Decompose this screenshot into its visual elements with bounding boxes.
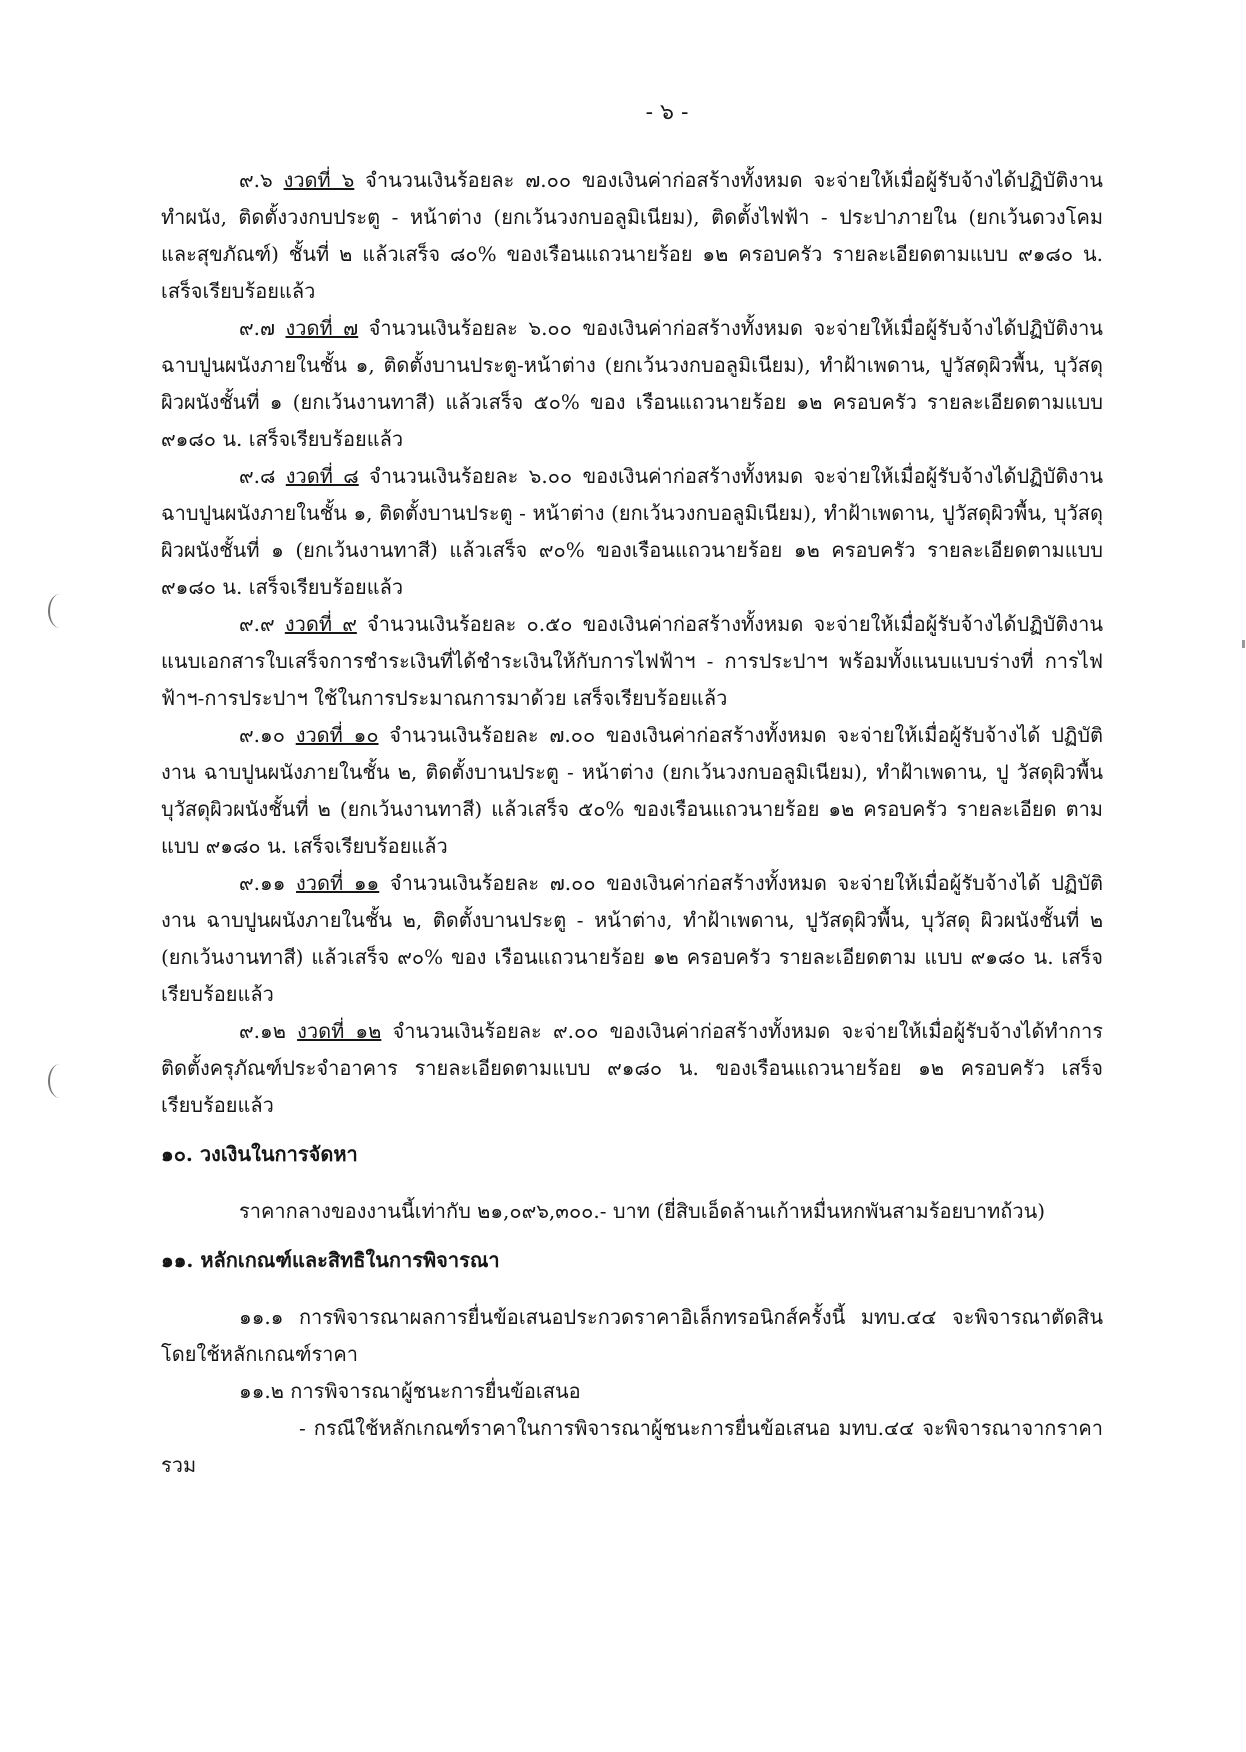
paragraph-9-8 bbox=[161, 458, 1103, 606]
scan-mark-1 bbox=[48, 594, 72, 628]
paragraph-9-6 bbox=[161, 162, 1103, 310]
paragraph-9-9 bbox=[161, 606, 1103, 717]
section-10-heading: ๑๐. วงเงินในการจัดหา bbox=[161, 1142, 358, 1166]
section-10-body: ราคากลางของงานนี้เท่ากับ ๒๑,๐๙๖,๓๐๐.- บาท (ยี่สิบเอ็ดล้านเก้าหมื่นหกพันสามร้อยบาทถ้วน) bbox=[239, 1199, 1046, 1223]
paragraph-9-7 bbox=[161, 310, 1103, 458]
paragraph-text: จำนวนเงินร้อยละ ๗.๐๐ ของเงินค่าก่อสร้างทั้งหมด จะจ่ายให้เมื่อผู้รับจ้างได้ ปฏิบัติงาน ฉาบปูนผนังภายในชั้น ๒, ติดตั้งบานประตู - หน้าต่าง, ทำฝ้าเพดาน, ปูวัสดุผิวพื้น, บุวัสดุ ผิวผนังชั้นที่ ๒ (ยกเว้นงานทาสี) แล้วเสร็จ ๙๐% ของ เรือนแถวนายร้อย ๑๒ ครอบครัว รายละเอียดตาม แบบ ๙๑๘๐ น. เสร็จเรียบร้อยแล้ว bbox=[161, 871, 1103, 1006]
section-11-item-2: ๑๑.๒ การพิจารณาผู้ชนะการยื่นข้อเสนอ bbox=[239, 1379, 581, 1403]
paragraph-text: จำนวนเงินร้อยละ ๗.๐๐ ของเงินค่าก่อสร้างทั้งหมด จะจ่ายให้เมื่อผู้รับจ้างได้ ปฏิบัติงาน ฉาบปูนผนังภายในชั้น ๒, ติดตั้งบานประตู - หน้าต่าง (ยกเว้นวงกบอลูมิเนียม), ทำฝ้าเพดาน, ปู วัสดุผิวพื้น บุวัสดุผิวผนังชั้นที่ ๒ (ยกเว้นงานทาสี) แล้วเสร็จ ๕๐% ของเรือนแถวนายร้อย ๑๒ ครอบครัว รายละเอียด ตามแบบ ๙๑๘๐ น. เสร็จเรียบร้อยแล้ว bbox=[161, 723, 1103, 858]
section-11-item-1: ๑๑.๑ การพิจารณาผลการยื่นข้อเสนอประกวดราคาอิเล็กทรอนิกส์ครั้งนี้ มทบ.๔๔ จะพิจารณาตัดสิน โดยใช้หลักเกณฑ์ราคา bbox=[161, 1305, 1103, 1366]
paragraph-number: ๙.๑๐ bbox=[239, 723, 296, 747]
section-11-heading: ๑๑. หลักเกณฑ์และสิทธิในการพิจารณา bbox=[161, 1248, 500, 1272]
paragraph-text: จำนวนเงินร้อยละ ๐.๕๐ ของเงินค่าก่อสร้างทั้งหมด จะจ่ายให้เมื่อผู้รับจ้างได้ปฏิบัติงาน แนบเอกสารใบเสร็จการชำระเงินที่ได้ชำระเงินให้กับการไฟฟ้าฯ - การประปาฯ พร้อมทั้งแนบแบบร่างที่ การไฟฟ้าฯ-การประปาฯ ใช้ในการประมาณการมาด้วย เสร็จเรียบร้อยแล้ว bbox=[161, 612, 1103, 710]
paragraph-text: จำนวนเงินร้อยละ ๖.๐๐ ของเงินค่าก่อสร้างทั้งหมด จะจ่ายให้เมื่อผู้รับจ้างได้ปฏิบัติงาน ฉาบปูนผนังภายในชั้น ๑, ติดตั้งบานประตู - หน้าต่าง (ยกเว้นวงกบอลูมิเนียม), ทำฝ้าเพดาน, ปูวัสดุผิวพื้น, บุวัสดุ ผิวผนังชั้นที่ ๑ (ยกเว้นงานทาสี) แล้วเสร็จ ๙๐% ของเรือนแถวนายร้อย ๑๒ ครอบครัว รายละเอียดตามแบบ ๙๑๘๐ น. เสร็จเรียบร้อยแล้ว bbox=[161, 464, 1103, 599]
paragraph-number: ๙.๖ bbox=[239, 168, 284, 192]
installment-label: งวดที่ ๑๐ bbox=[295, 723, 379, 747]
page-number: - ๖ - bbox=[645, 100, 689, 125]
paragraph-number: ๙.๑๒ bbox=[239, 1019, 298, 1043]
paragraph-number: ๙.๙ bbox=[239, 612, 285, 636]
paragraph-number: ๙.๘ bbox=[239, 464, 286, 488]
paragraph-text: จำนวนเงินร้อยละ ๖.๐๐ ของเงินค่าก่อสร้างทั้งหมด จะจ่ายให้เมื่อผู้รับจ้างได้ปฏิบัติงาน ฉาบปูนผนังภายในชั้น ๑, ติดตั้งบานประตู-หน้าต่าง (ยกเว้นวงกบอลูมิเนียม), ทำฝ้าเพดาน, ปูวัสดุผิวพื้น, บุวัสดุ ผิวผนังชั้นที่ ๑ (ยกเว้นงานทาสี) แล้วเสร็จ ๕๐% ของ เรือนแถวนายร้อย ๑๒ ครอบครัว รายละเอียดตามแบบ ๙๑๘๐ น. เสร็จเรียบร้อยแล้ว bbox=[161, 316, 1103, 451]
paragraph-text: จำนวนเงินร้อยละ ๙.๐๐ ของเงินค่าก่อสร้างทั้งหมด จะจ่ายให้เมื่อผู้รับจ้างได้ทำการ ติดตั้งครุภัณฑ์ประจำอาคาร รายละเอียดตามแบบ ๙๑๘๐ น. ของเรือนแถวนายร้อย ๑๒ ครอบครัว เสร็จ เรียบร้อยแล้ว bbox=[161, 1019, 1104, 1117]
installment-label: งวดที่ ๗ bbox=[285, 316, 359, 340]
installment-label: งวดที่ ๑๑ bbox=[296, 871, 380, 895]
scan-mark-2 bbox=[48, 1064, 72, 1098]
section-11-item-2-bullet: - กรณีใช้หลักเกณฑ์ราคาในการพิจารณาผู้ชนะการยื่นข้อเสนอ มทบ.๔๔ จะพิจารณาจากราคารวม bbox=[161, 1416, 1103, 1477]
paragraph-9-12 bbox=[161, 1013, 1103, 1124]
paragraph-9-10 bbox=[161, 717, 1103, 865]
paragraph-9-11 bbox=[161, 865, 1103, 1013]
paragraph-text: จำนวนเงินร้อยละ ๗.๐๐ ของเงินค่าก่อสร้างทั้งหมด จะจ่ายให้เมื่อผู้รับจ้างได้ปฏิบัติงาน ทำผนัง, ติดตั้งวงกบประตู - หน้าต่าง (ยกเว้นวงกบอลูมิเนียม), ติดตั้งไฟฟ้า - ประปาภายใน (ยกเว้นดวงโคม และสุขภัณฑ์) ชั้นที่ ๒ แล้วเสร็จ ๘๐% ของเรือนแถวนายร้อย ๑๒ ครอบครัว รายละเอียดตามแบบ ๙๑๘๐ น. เสร็จเรียบร้อยแล้ว bbox=[161, 168, 1103, 303]
installment-label: งวดที่ ๑๒ bbox=[297, 1019, 382, 1043]
installment-label: งวดที่ ๘ bbox=[285, 464, 359, 488]
scan-mark-3 bbox=[1242, 640, 1245, 648]
installment-label: งวดที่ ๖ bbox=[283, 168, 355, 192]
document-body bbox=[161, 162, 1103, 1484]
paragraph-number: ๙.๑๑ bbox=[239, 871, 297, 895]
installment-label: งวดที่ ๙ bbox=[284, 612, 357, 636]
paragraph-number: ๙.๗ bbox=[239, 316, 286, 340]
